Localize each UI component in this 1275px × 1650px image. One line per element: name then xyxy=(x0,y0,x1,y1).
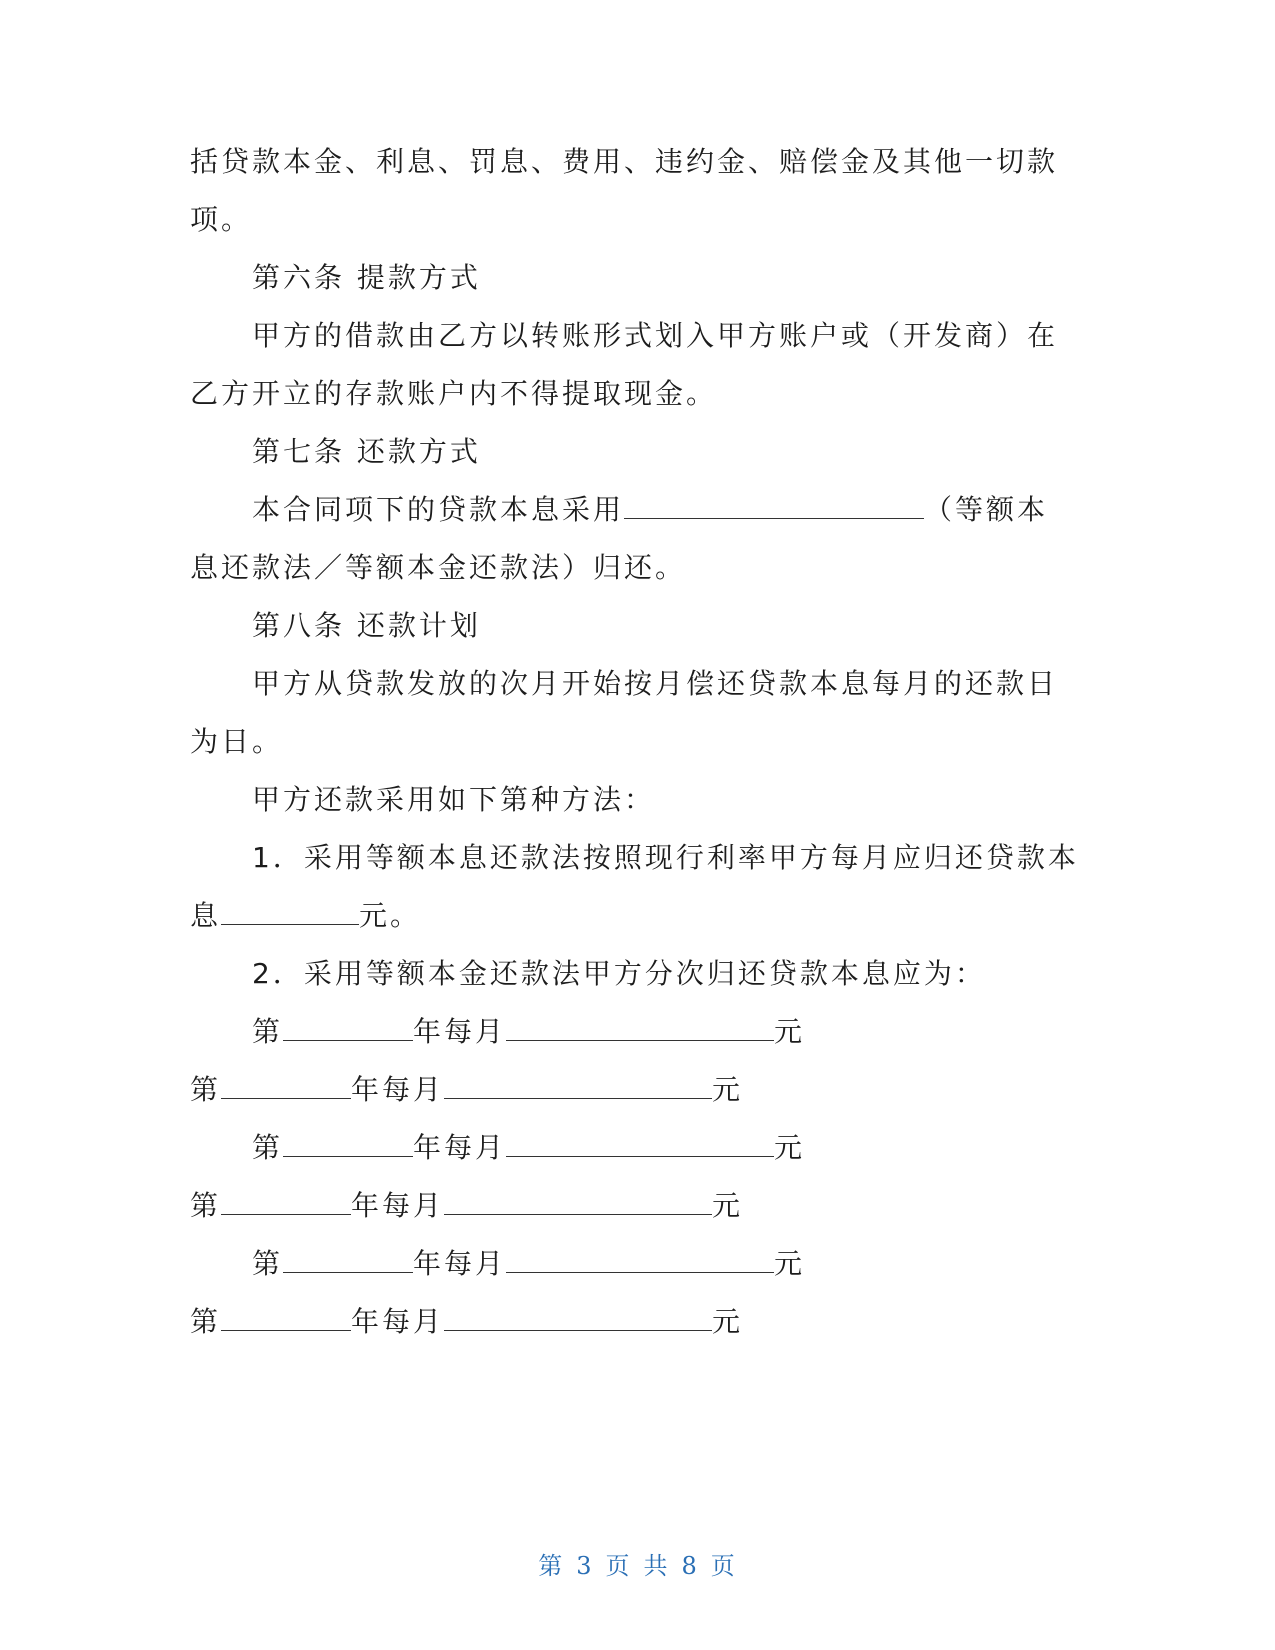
paragraph-line: 项。 xyxy=(190,203,253,236)
page-footer xyxy=(0,1546,1275,1581)
schedule-di: 第 xyxy=(190,1073,222,1106)
schedule-di: 第 xyxy=(190,1305,222,1338)
schedule-yuan: 元 xyxy=(712,1305,744,1338)
paragraph-line xyxy=(252,490,1048,530)
footer-total-pages: 8 xyxy=(681,1552,699,1580)
schedule-yuan: 元 xyxy=(774,1015,806,1048)
paragraph-line xyxy=(190,896,421,936)
footer-di: 第 xyxy=(538,1552,565,1580)
schedule-line xyxy=(252,1244,805,1284)
blank-line xyxy=(221,1188,351,1215)
schedule-yuan: 元 xyxy=(774,1131,806,1164)
paragraph-text: （等额本 xyxy=(924,493,1049,526)
schedule-year-label: 年每月 xyxy=(413,1247,507,1280)
schedule-yuan: 元 xyxy=(774,1247,806,1280)
schedule-year-label: 年每月 xyxy=(351,1305,445,1338)
blank-line xyxy=(444,1188,712,1215)
paragraph-text: 元。 xyxy=(359,899,422,932)
paragraph-line: 甲方还款采用如下第种方法： xyxy=(252,783,656,816)
schedule-line xyxy=(252,1128,805,1168)
schedule-line xyxy=(190,1302,743,1342)
blank-line xyxy=(283,1130,413,1157)
schedule-di: 第 xyxy=(252,1131,284,1164)
footer-page-number: 3 xyxy=(576,1552,594,1580)
blank-line xyxy=(506,1014,774,1041)
paragraph-line: 2．采用等额本金还款法甲方分次归还贷款本息应为： xyxy=(252,957,986,990)
schedule-year-label: 年每月 xyxy=(351,1073,445,1106)
schedule-line xyxy=(190,1186,743,1226)
blank-line xyxy=(221,1072,351,1099)
footer-gong: 共 xyxy=(643,1552,670,1580)
blank-line xyxy=(506,1246,774,1273)
blank-line xyxy=(506,1130,774,1157)
schedule-yuan: 元 xyxy=(712,1189,744,1222)
paragraph-line: 括贷款本金、利息、罚息、费用、违约金、赔偿金及其他一切款 xyxy=(190,145,1059,178)
schedule-year-label: 年每月 xyxy=(413,1131,507,1164)
blank-line xyxy=(444,1072,712,1099)
paragraph-text: 息 xyxy=(190,899,222,932)
blank-line xyxy=(624,492,924,519)
blank-line xyxy=(221,1304,351,1331)
blank-line xyxy=(283,1014,413,1041)
paragraph-line: 甲方从贷款发放的次月开始按月偿还贷款本息每月的还款日 xyxy=(252,667,1059,700)
article-8-heading: 第八条 还款计划 xyxy=(252,609,481,642)
footer-ye2: 页 xyxy=(710,1552,737,1580)
schedule-year-label: 年每月 xyxy=(413,1015,507,1048)
article-7-heading: 第七条 还款方式 xyxy=(252,435,481,468)
schedule-di: 第 xyxy=(252,1247,284,1280)
article-6-heading: 第六条 提款方式 xyxy=(252,261,481,294)
footer-ye: 页 xyxy=(605,1552,632,1580)
schedule-year-label: 年每月 xyxy=(351,1189,445,1222)
schedule-di: 第 xyxy=(190,1189,222,1222)
paragraph-line: 息还款法／等额本金还款法）归还。 xyxy=(190,551,687,584)
blank-line xyxy=(444,1304,712,1331)
schedule-yuan: 元 xyxy=(712,1073,744,1106)
schedule-line xyxy=(252,1012,805,1052)
schedule-line xyxy=(190,1070,743,1110)
paragraph-line: 为日。 xyxy=(190,725,284,758)
paragraph-line: 乙方开立的存款账户内不得提取现金。 xyxy=(190,377,718,410)
blank-line xyxy=(283,1246,413,1273)
paragraph-line: 甲方的借款由乙方以转账形式划入甲方账户或（开发商）在 xyxy=(252,319,1059,352)
blank-line xyxy=(221,898,359,925)
schedule-di: 第 xyxy=(252,1015,284,1048)
paragraph-line: 1．采用等额本息还款法按照现行利率甲方每月应归还贷款本 xyxy=(252,841,1079,874)
paragraph-text: 本合同项下的贷款本息采用 xyxy=(252,493,625,526)
